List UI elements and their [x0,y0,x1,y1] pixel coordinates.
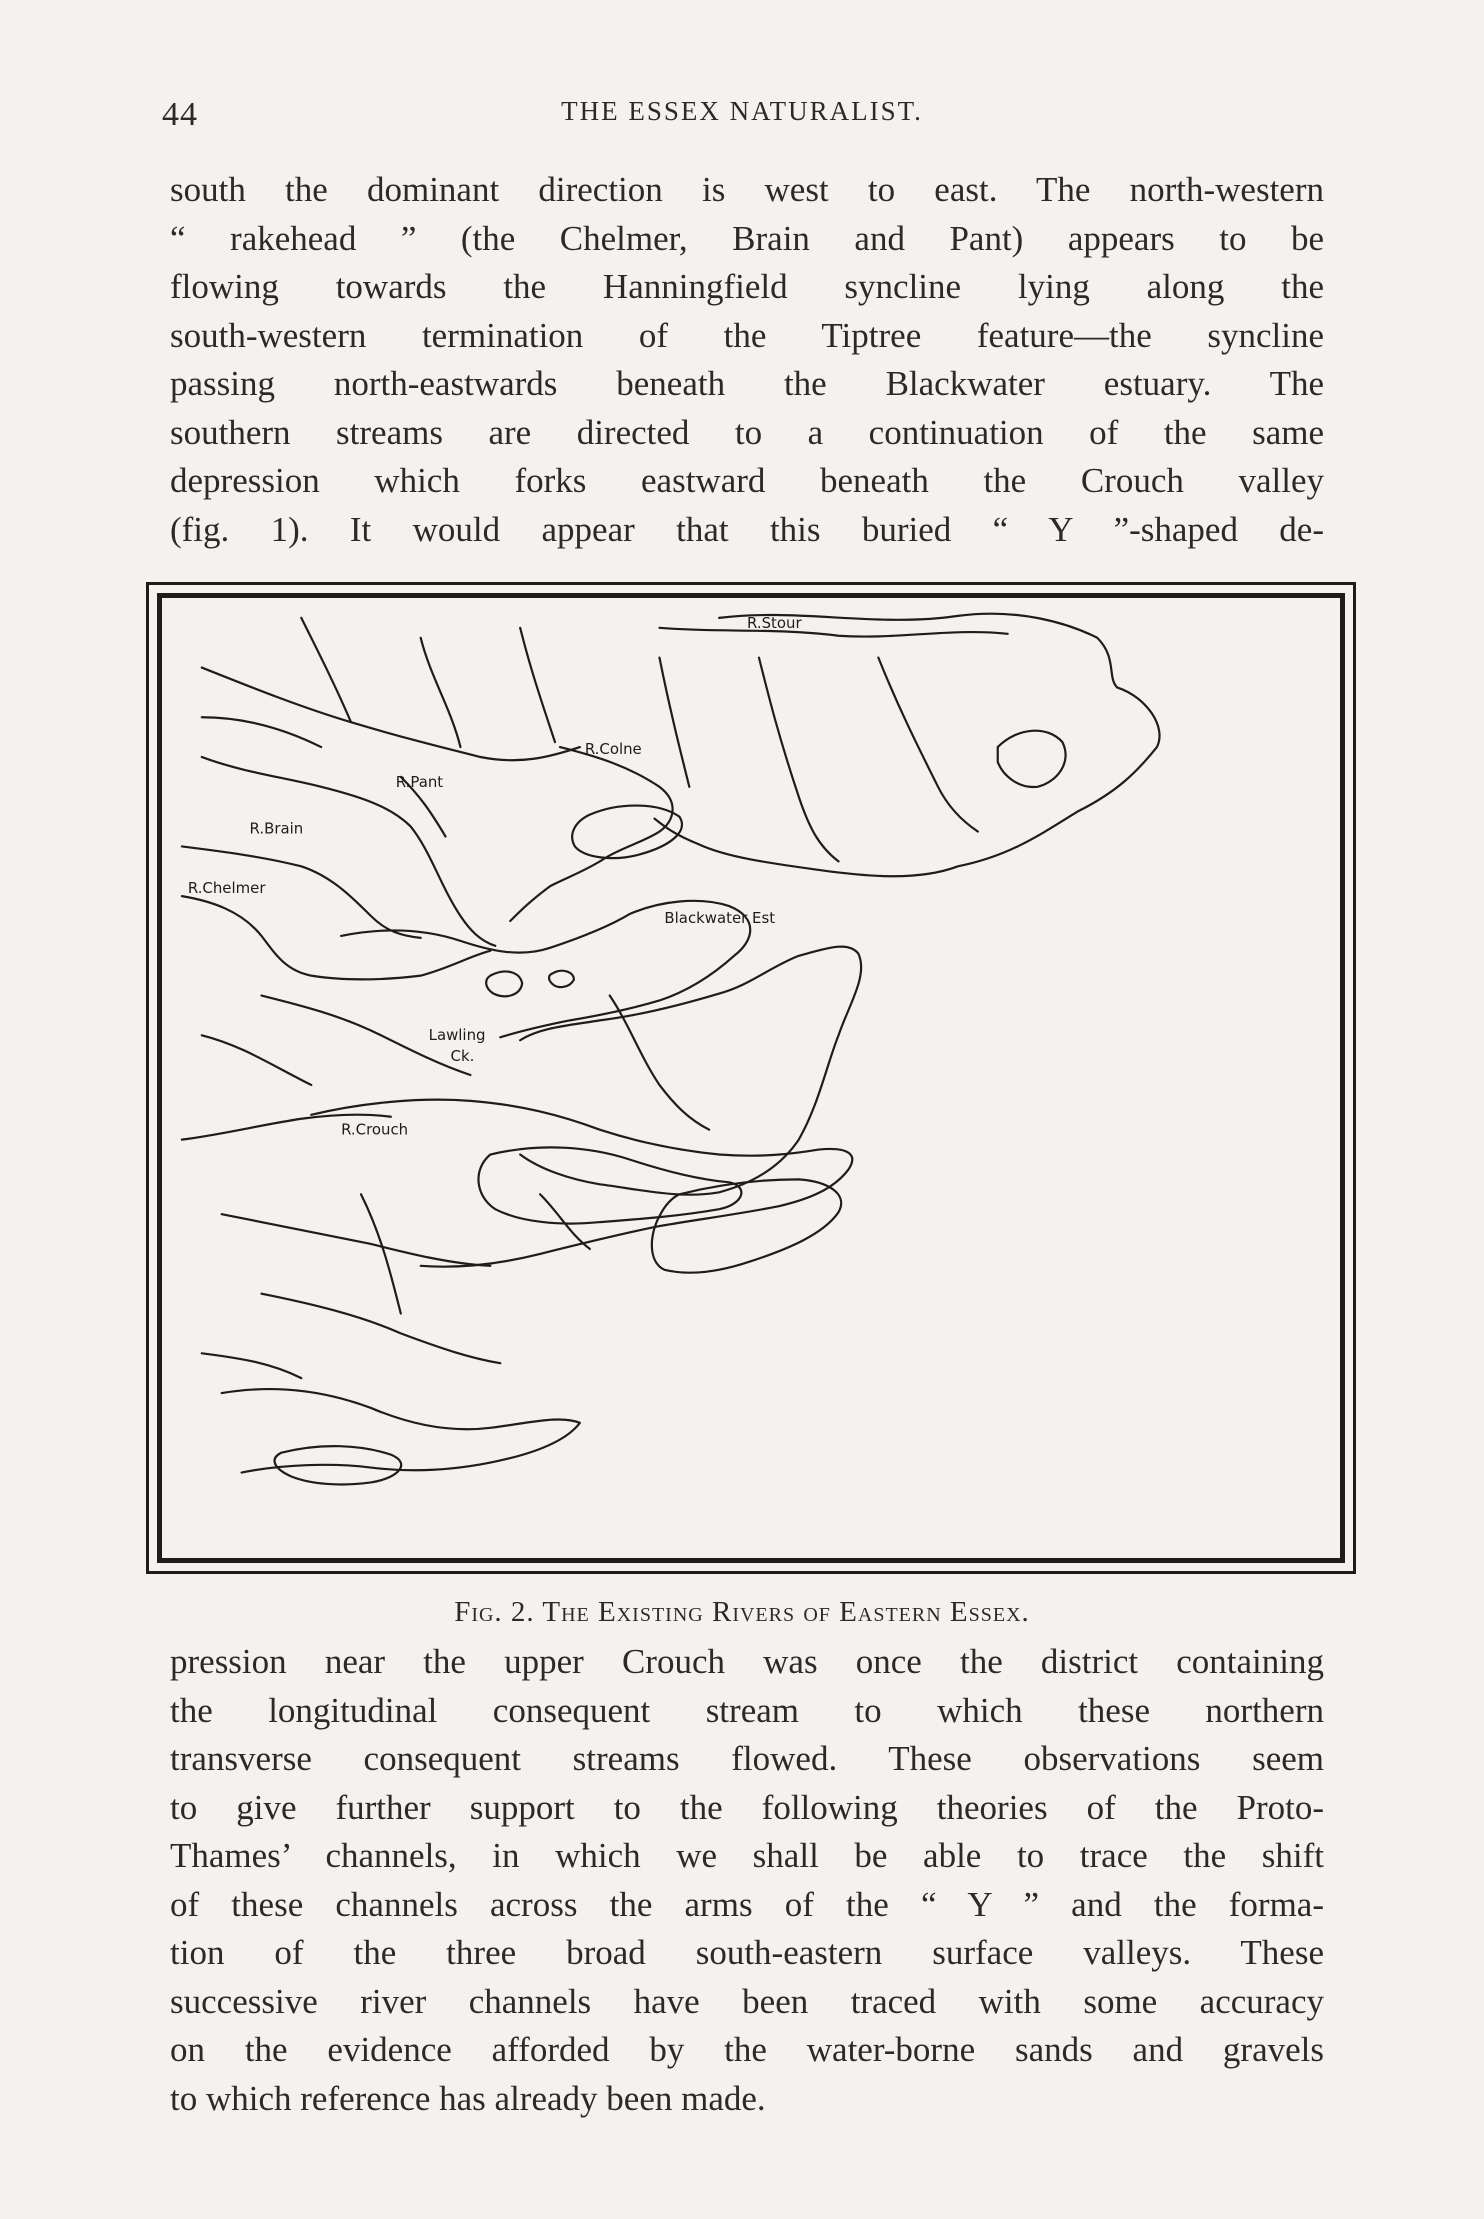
tributary [361,1194,401,1313]
text-line: (fig. 1). It would appear that this buried “ Y ”-shaped de- [170,509,1324,549]
text-line: Thames’ channels, in which we shall be able to trace the shift [170,1836,1324,1875]
river-chelmer [182,896,490,979]
label-crouch: R.Crouch [341,1120,409,1139]
mersea-island [572,806,682,859]
label-colne: R.Colne [584,740,642,759]
text-line: south the dominant direction is west to east. The north-western [170,170,1324,209]
tributary [520,628,555,742]
text-line: tion of the three broad south-eastern surface valleys. These [170,1933,1324,1972]
tributary [759,658,839,862]
text-line: “ rakehead ” (the Chelmer, Brain and Pant) appears to be [170,218,1324,258]
north-coastline [654,614,1159,877]
text-line: passing north-eastwards beneath the Blackwater estuary. The [170,364,1324,403]
figure-caption: Fig. 2. The Existing Rivers of Eastern Essex. [454,1596,1030,1628]
rivers-map [162,598,1340,1558]
river-colne [202,668,580,761]
body-paragraph-top [170,166,1324,554]
map-border [157,593,1345,1563]
river-pant [202,757,496,946]
label-chelmer: R.Chelmer [187,879,266,898]
text-line: southern streams are directed to a continuation of the same [170,412,1324,452]
page-number: 44 [162,96,198,133]
label-lawling: Lawling [428,1026,486,1045]
northey-island [549,971,574,987]
label-pant: R.Pant [395,772,444,791]
river-stour [659,628,1007,637]
tributary [301,618,351,722]
text-line: depression which forks eastward beneath the Crouch valley [170,461,1324,500]
tributary [202,1035,311,1085]
text-line: the longitudinal consequent stream to which these northern [170,1690,1324,1730]
text-line: on the evidence afforded by the water-borne sands and gravels [170,2030,1324,2069]
tributary [659,658,689,787]
text-line: to which reference has already been made. [170,2078,766,2118]
label-brain: R.Brain [249,819,304,838]
text-line: to give further support to the following theories of the Proto- [170,1787,1324,1827]
text-line: of these channels across the arms of the “ Y ” and the forma- [170,1884,1324,1924]
text-line: flowing towards the Hanningfield syncline lying along the [170,267,1324,306]
foulness-island [652,1179,841,1272]
text-line: pression near the upper Crouch was once the district containing [170,1642,1324,1681]
label-blackwater: Blackwater Est [664,908,776,927]
colne-estuary [510,747,672,921]
text-line: south-western termination of the Tiptree feature—the syncline [170,315,1324,355]
osea-island [486,972,522,997]
tributary [878,658,977,832]
tributary [202,717,321,747]
figure-map [146,582,1356,1574]
tributary [421,638,461,747]
tributary [222,1214,491,1266]
text-line: transverse consequent streams flowed. These observations seem [170,1739,1324,1778]
tributary [261,1294,500,1364]
tributary [202,1353,301,1378]
label-stour: R.Stour [747,613,802,632]
text-line: successive river channels have been traced with some accuracy [170,1981,1324,2021]
body-paragraph-bottom [170,1638,1324,2123]
label-lawling-ck: Ck. [450,1047,475,1066]
walton-backwaters [998,731,1066,787]
running-head: THE ESSEX NATURALIST. [561,96,923,126]
